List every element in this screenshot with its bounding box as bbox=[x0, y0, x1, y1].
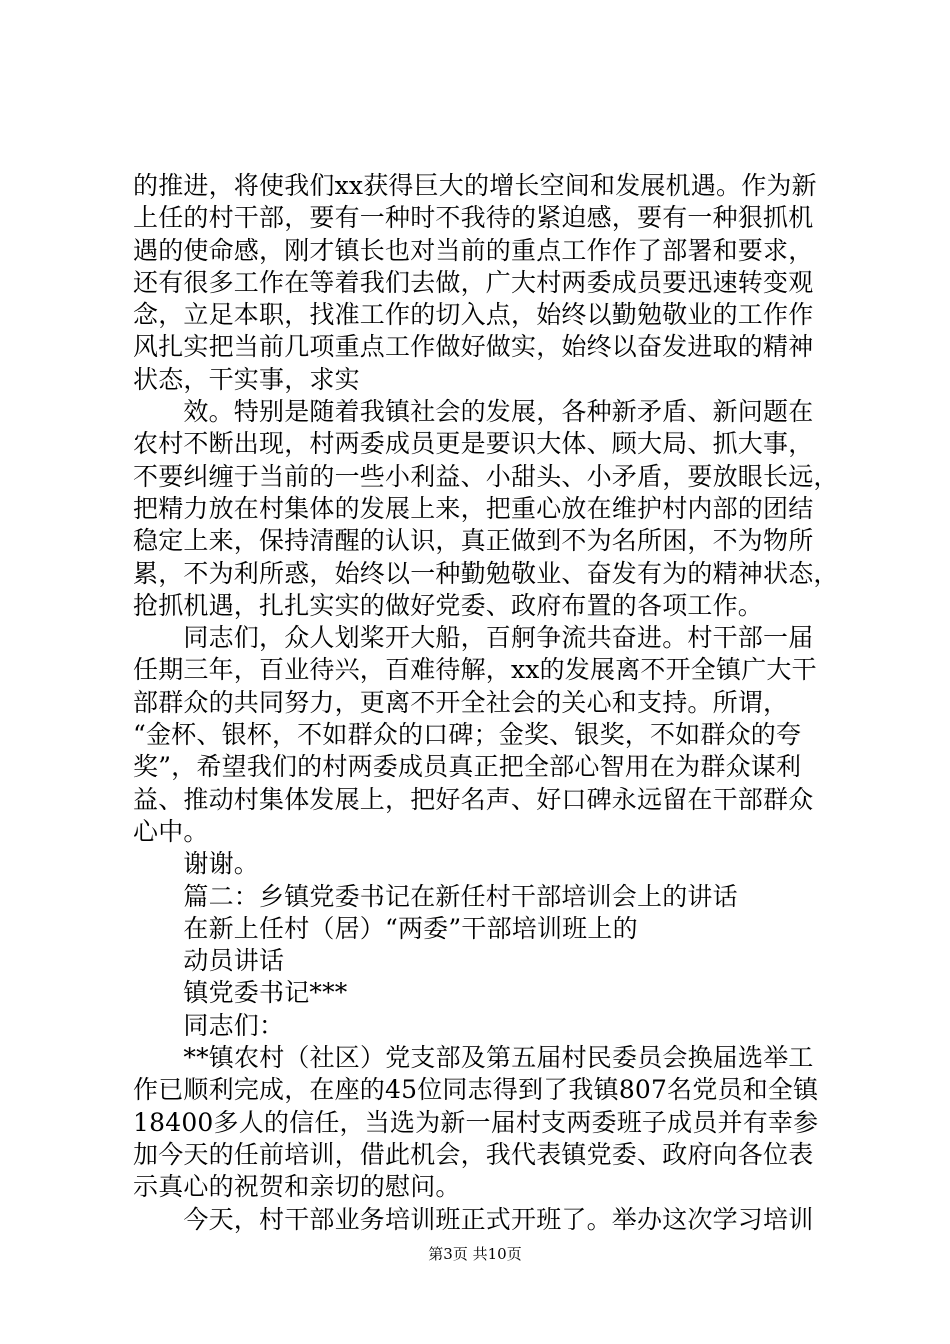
page-number-footer: 第3页 共10页 bbox=[428, 1245, 522, 1263]
text-line: 抢抓机遇，扎扎实实的做好党委、政府布置的各项工作。 bbox=[133, 590, 764, 620]
text-line: 风扎实把当前几项重点工作做好做实，始终以奋发进取的精神 bbox=[133, 332, 814, 362]
text-line: 把精力放在村集体的发展上来，把重心放在维护村内部的团结 bbox=[133, 493, 814, 523]
text-line: 稳定上来，保持清醒的认识，真正做到不为名所困，不为物所 bbox=[133, 526, 814, 556]
text-line: 上任的村干部，要有一种时不我待的紧迫感，要有一种狠抓机 bbox=[133, 203, 814, 233]
text-line: “金杯、银杯，不如群众的口碑；金奖、银奖，不如群众的夸 bbox=[133, 720, 802, 750]
section-heading: 篇二：乡镇党委书记在新任村干部培训会上的讲话 bbox=[133, 881, 738, 911]
text-line: 不要纠缠于当前的一些小利益、小甜头、小矛盾，要放眼长远， bbox=[133, 461, 839, 491]
text-line: 还有很多工作在等着我们去做，广大村两委成员要迅速转变观 bbox=[133, 267, 814, 297]
text-line: 心中。 bbox=[133, 816, 209, 846]
salutation: 同志们： bbox=[133, 1010, 285, 1040]
text-line: 加今天的任前培训，借此机会，我代表镇党委、政府向各位表 bbox=[133, 1139, 814, 1169]
text-line: 今天，村干部业务培训班正式开班了。举办这次学习培训 bbox=[133, 1204, 814, 1234]
speech-title: 在新上任村（居）“两委”干部培训班上的 bbox=[133, 913, 638, 943]
text-line: 状态，干实事，求实 bbox=[133, 364, 360, 394]
text-line: 部群众的共同努力，更离不开全社会的关心和支持。所谓， bbox=[133, 687, 789, 717]
text-line: 同志们，众人划桨开大船，百舸争流共奋进。村干部一届 bbox=[133, 623, 814, 653]
text-line: 效。特别是随着我镇社会的发展，各种新矛盾、新问题在 bbox=[133, 397, 814, 427]
text-line: 累，不为利所惑，始终以一种勤勉敬业、奋发有为的精神状态， bbox=[133, 558, 839, 588]
text-line: 的推进，将使我们xx获得巨大的增长空间和发展机遇。作为新 bbox=[133, 171, 817, 200]
text-line: 益、推动村集体发展上，把好名声、好口碑永远留在干部群众 bbox=[133, 784, 814, 814]
speech-title: 动员讲话 bbox=[133, 946, 285, 976]
text-line: 示真心的祝贺和亲切的慰问。 bbox=[133, 1172, 461, 1202]
text-line: 农村不断出现，村两委成员更是要识大体、顾大局、抓大事， bbox=[133, 429, 814, 459]
text-line: 作已顺利完成，在座的45位同志得到了我镇807名党员和全镇 bbox=[133, 1075, 819, 1105]
text-line: 任期三年，百业待兴，百难待解，xx的发展离不开全镇广大干 bbox=[133, 655, 817, 685]
text-line: 奖”，希望我们的村两委成员真正把全部心智用在为群众谋利 bbox=[133, 752, 802, 782]
text-line: **镇农村（社区）党支部及第五届村民委员会换届选举工 bbox=[133, 1043, 814, 1073]
text-line: 谢谢。 bbox=[133, 849, 260, 879]
text-line: 遇的使命感，刚才镇长也对当前的重点工作作了部署和要求， bbox=[133, 235, 814, 265]
text-line: 念，立足本职，找准工作的切入点，始终以勤勉敬业的工作作 bbox=[133, 300, 814, 330]
document-body bbox=[133, 170, 845, 1236]
text-line: 18400多人的信任，当选为新一届村支两委班子成员并有幸参 bbox=[133, 1107, 819, 1137]
speaker-line: 镇党委书记*** bbox=[133, 978, 348, 1008]
